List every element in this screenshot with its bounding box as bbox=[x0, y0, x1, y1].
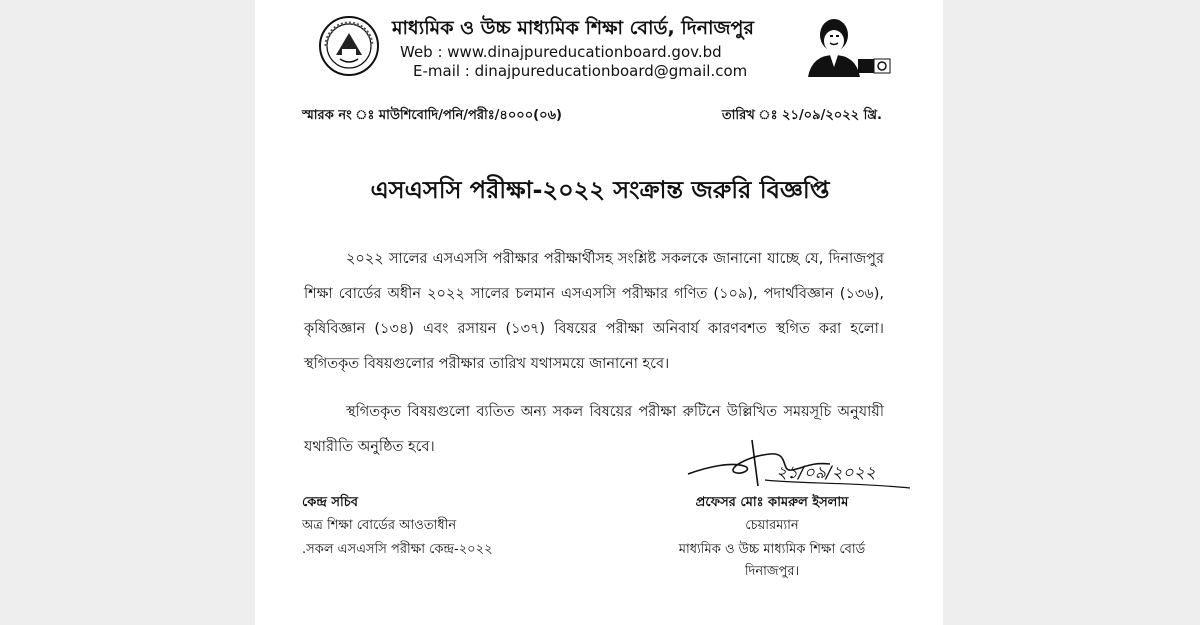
recipients-line-1: অত্র শিক্ষা বোর্ডের আওতাধীন bbox=[302, 518, 457, 533]
handwritten-signature-icon bbox=[680, 436, 915, 496]
signature-date: ২১/০৯/২০২২ bbox=[776, 463, 876, 483]
notice-paragraph-1-text: ২০২২ সালের এসএসসি পরীক্ষার পরীক্ষার্থীসহ সংশ্লিষ্ট সকলকে জানানো যাচ্ছে যে, দিনাজপুর শিক্ষা বোর্ডের অধীন ২০২২ সালের চলমান এসএসসি পরীক্ষার গণিত (১০৯), পদার্থবিজ্ঞান (১৩৬), কৃষিবিজ্ঞান (১৩৪) এবং রসায়ন (১৩৭) বিষয়ের পরীক্ষা অনিবার্য কারণবশত স্থগিত করা হলো। স্থগিতকৃত বিষয়গুলোর পরীক্ষার তারিখ যথাসময়ে জানানো হবে। bbox=[304, 251, 884, 372]
memo-reference: স্মারক নং ঃ মাউশিবোদি/পনি/পরীঃ/৪০০০(০৬) bbox=[302, 108, 562, 123]
mujib-100-portrait-icon bbox=[800, 15, 892, 77]
memo-date: তারিখ ঃ ২১/০৯/২০২২ খ্রি. bbox=[721, 108, 882, 123]
notice-subject: এসএসসি পরীক্ষা-২০২২ সংক্রান্ত জরুরি বিজ্ঞপ্তি bbox=[370, 176, 830, 204]
recipients-line-2: .সকল এসএসসি পরীক্ষা কেন্দ্র-২০২২ bbox=[302, 542, 493, 557]
board-name: মাধ্যমিক ও উচ্চ মাধ্যমিক শিক্ষা বোর্ড, দিনাজপুর bbox=[392, 17, 754, 39]
signatory-role: চেয়ারম্যান bbox=[745, 518, 799, 533]
board-seal-icon bbox=[318, 15, 380, 77]
signatory-city: দিনাজপুর। bbox=[744, 564, 800, 579]
signatory-name: প্রফেসর মোঃ কামরুল ইসলাম bbox=[695, 495, 849, 510]
board-website: Web : www.dinajpureducationboard.gov.bd bbox=[400, 43, 722, 61]
notice-paragraph-1 bbox=[304, 242, 884, 382]
recipients-heading: কেন্দ্র সচিব bbox=[302, 495, 358, 510]
board-email: E-mail : dinajpureducationboard@gmail.com bbox=[413, 62, 748, 80]
notice-paragraph-2-text: স্থগিতকৃত বিষয়গুলো ব্যতিত অন্য সকল বিষয়ের পরীক্ষা রুটিনে উল্লিখিত সময়সূচি অনুযায়ী যথারীতি অনুষ্ঠিত হবে। bbox=[304, 404, 884, 455]
signatory-organization: মাধ্যমিক ও উচ্চ মাধ্যমিক শিক্ষা বোর্ড bbox=[678, 542, 866, 557]
